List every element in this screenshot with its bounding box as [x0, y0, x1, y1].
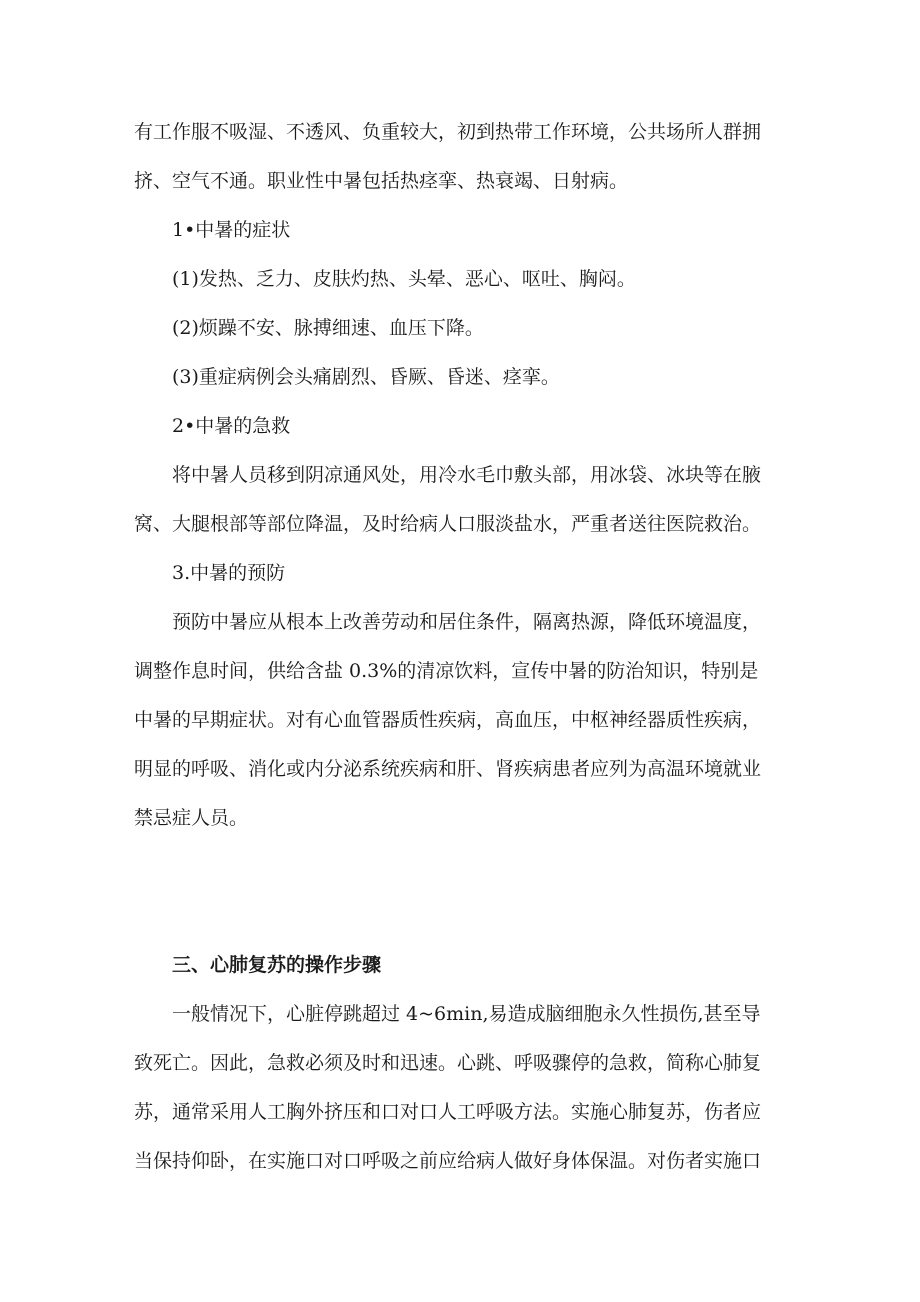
- paragraph-line: 挤、空气不通。职业性中暑包括热痉挛、热衰竭、日射病。: [134, 170, 629, 192]
- list-item: (2)烦躁不安、脉搏细速、血压下降。: [172, 317, 484, 339]
- paragraph-line: 调整作息时间，供给含盐 0.3%的清凉饮料，宣传中暑的防治知识，特别是: [134, 660, 759, 682]
- chapter-heading-cpr: 三、心肺复苏的操作步骤: [172, 954, 382, 976]
- paragraph-line: 致死亡。因此，急救必须及时和迅速。心跳、呼吸骤停的急救，简称心肺复: [134, 1052, 762, 1074]
- paragraph-line: 禁忌症人员。: [134, 807, 249, 829]
- paragraph-line: 苏，通常采用人工胸外挤压和口对口人工呼吸方法。实施心肺复苏，伤者应: [134, 1101, 762, 1123]
- section-title-first-aid: 2•中暑的急救: [172, 415, 291, 437]
- section-gap: [134, 843, 814, 941]
- paragraph-line: 预防中暑应从根本上改善劳动和居住条件，隔离热源，降低环境温度，: [172, 611, 762, 633]
- section-title-symptoms: 1•中暑的症状: [172, 219, 291, 241]
- document-body: [134, 108, 814, 1186]
- paragraph-line: 有工作服不吸湿、不透风、负重较大，初到热带工作环境，公共场所人群拥: [134, 121, 762, 143]
- paragraph-line: 明显的呼吸、消化或内分泌系统疾病和肝、肾疾病患者应列为高温环境就业: [134, 758, 762, 780]
- list-item: (1)发热、乏力、皮肤灼热、头晕、恶心、呕吐、胸闷。: [172, 268, 636, 290]
- paragraph-line: 中暑的早期症状。对有心血管器质性疾病，高血压，中枢神经器质性疾病，: [134, 709, 762, 731]
- paragraph-line: 将中暑人员移到阴凉通风处，用冷水毛巾敷头部，用冰袋、冰块等在腋: [172, 464, 762, 486]
- paragraph-line: 当保持仰卧，在实施口对口呼吸之前应给病人做好身体保温。对伤者实施口: [134, 1150, 762, 1172]
- section-title-prevention: 3.中暑的预防: [172, 562, 286, 584]
- paragraph-line: 一般情况下，心脏停跳超过 4~6min,易造成脑细胞永久性损伤,甚至导: [172, 1003, 761, 1025]
- paragraph-line: 窝、大腿根部等部位降温，及时给病人口服淡盐水，严重者送往医院救治。: [134, 513, 762, 535]
- list-item: (3)重症病例会头痛剧烈、昏厥、昏迷、痉挛。: [172, 366, 560, 388]
